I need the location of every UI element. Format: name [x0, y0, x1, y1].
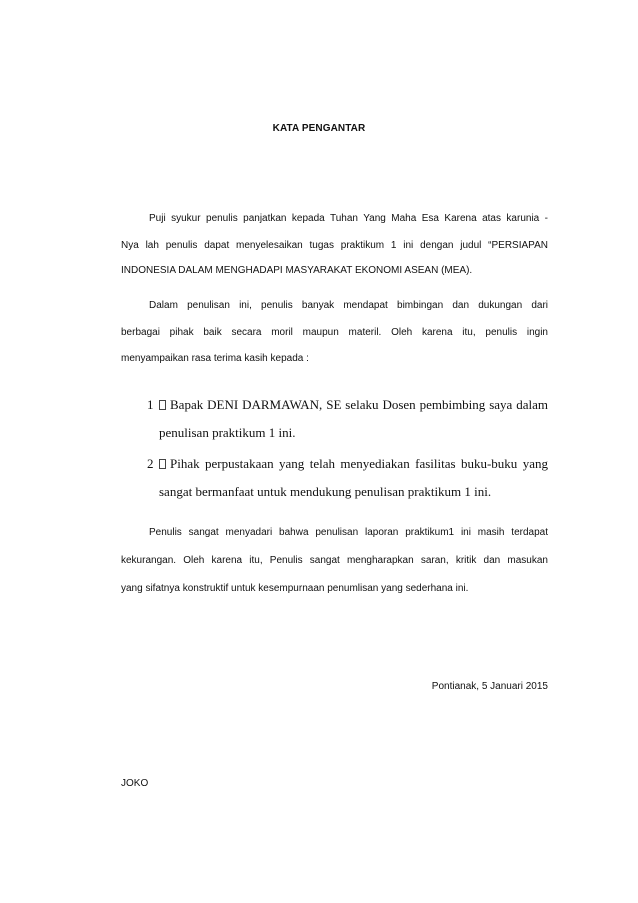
list-item-2-number: 2 [147, 456, 154, 471]
missing-glyph-box [159, 400, 166, 410]
list-item-1-line-1 [147, 397, 548, 413]
page-title: KATA PENGANTAR [272, 123, 366, 134]
list-item-1-line-2: penulisan praktikum 1 ini. [159, 425, 296, 440]
paragraph-3-line-1: Penulis sangat menyadari bahwa penulisan laporan praktikum1 ini masih terdapat [149, 527, 548, 538]
paragraph-3-line-2: kekurangan. Oleh karena itu, Penulis sangat mengharapkan saran, kritik dan masukan [121, 555, 548, 566]
signature-name: JOKO [121, 778, 149, 789]
paragraph-1-line-3: INDONESIA DALAM MENGHADAPI MASYARAKAT EKONOMI ASEAN (MEA). [121, 265, 473, 276]
paragraph-1-line-1: Puji syukur penulis panjatkan kepada Tuhan Yang Maha Esa Karena atas karunia - [149, 213, 548, 224]
paragraph-1-line-2: Nya lah penulis dapat menyelesaikan tugas praktikum 1 ini dengan judul “PERSIAPAN [121, 240, 548, 251]
list-item-2-line-1 [147, 456, 548, 472]
paragraph-2-line-3: menyampaikan rasa terima kasih kepada : [121, 353, 309, 364]
list-item-1-number: 1 [147, 397, 154, 412]
missing-glyph-box [159, 459, 166, 469]
paragraph-3-line-3: yang sifatnya konstruktif untuk kesempurnaan penumlisan yang sederhana ini. [121, 583, 469, 594]
list-item-2-line-2: sangat bermanfaat untuk mendukung penulisan praktikum 1 ini. [159, 484, 492, 499]
list-item-1-text: Bapak DENI DARMAWAN, SE selaku Dosen pembimbing saya dalam [170, 397, 548, 412]
paragraph-2-line-1: Dalam penulisan ini, penulis banyak mendapat bimbingan dan dukungan dari [149, 300, 548, 311]
place-date: Pontianak, 5 Januari 2015 [431, 681, 548, 692]
list-item-2-text: Pihak perpustakaan yang telah menyediakan fasilitas buku-buku yang [170, 456, 548, 471]
paragraph-2-line-2: berbagai pihak baik secara moril maupun materil. Oleh karena itu, penulis ingin [121, 327, 548, 338]
